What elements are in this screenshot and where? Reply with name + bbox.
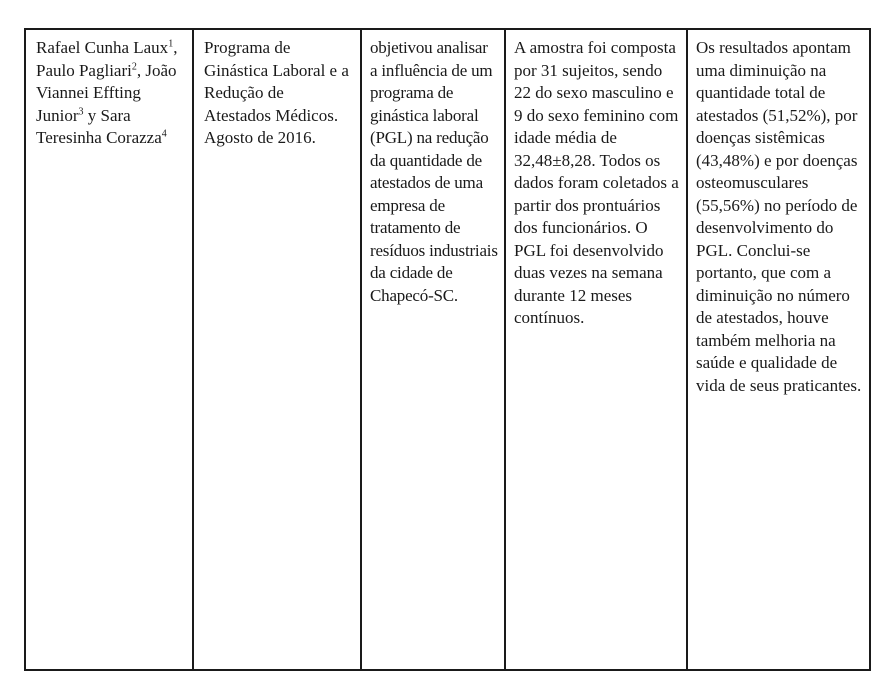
article-objective: objetivou analisar a influência de um programa de ginástica laboral (PGL) na redução da quantidade de atestados de uma empresa de tratamento de resíduos industriais da cidade de Chapecó-SC. [370, 38, 498, 305]
results-cell [686, 30, 869, 669]
author-superscript: 4 [161, 128, 167, 140]
author-text: Rafael Cunha Laux [36, 38, 169, 57]
author-text: , Paulo Pagliari [36, 38, 178, 80]
authors-cell [26, 30, 192, 669]
article-results: Os resultados apontam uma diminuição na quantidade total de atestados (51,52%), por doenças sistêmicas (43,48%) e por doenças osteomusculares (55,56%) no período de desenvolvimento do PGL. Conclui-se portanto, que com a diminuição no número de atestados, houve também melhoria na saúde e qualidade de vida de seus praticantes. [696, 38, 862, 395]
title-cell [192, 30, 360, 669]
author-superscript: 3 [78, 105, 84, 117]
author-text: y Sara Teresinha Corazza [36, 105, 162, 147]
article-summary-table [24, 28, 871, 671]
article-title: Programa de Ginástica Laboral e a Redução de Atestados Médicos. Agosto de 2016. [204, 38, 349, 147]
author-superscript: 2 [131, 60, 137, 72]
author-superscript: 1 [168, 38, 174, 50]
article-method: A amostra foi composta por 31 sujeitos, sendo 22 do sexo masculino e 9 do sexo feminino com idade média de 32,48±8,28. Todos os dados foram coletados a partir dos prontuários dos funcionários. O PGL foi desenvolvido duas vezes na semana durante 12 meses contínuos. [514, 38, 679, 327]
objective-cell [360, 30, 504, 669]
method-cell [504, 30, 686, 669]
author-text: , João Viannei Effting Junior [36, 60, 177, 125]
